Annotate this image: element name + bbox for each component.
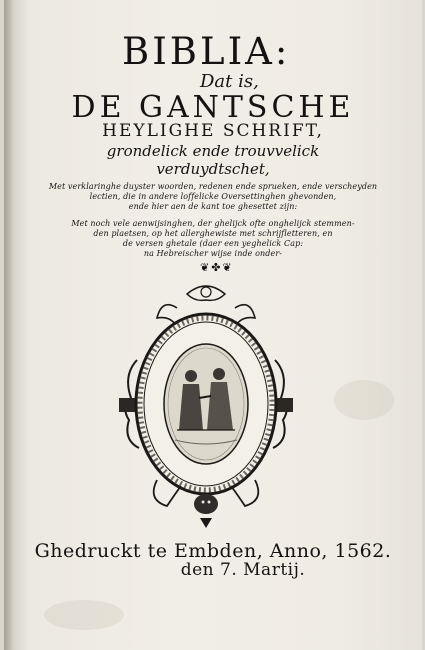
- description-line: de versen ghetale (daer een yeghelick Cap:: [122, 239, 304, 248]
- title-line-5: verduydtschet,: [156, 160, 270, 178]
- title-line-2: DE GANTSCHE: [71, 90, 355, 125]
- imprint-line: Ghedruckt te Embden, Anno, 1562.: [34, 540, 392, 562]
- title-line-3: HEYLIGHE SCHRIFT,: [102, 121, 324, 141]
- description-line: na Hebreischer wijse inde onder-: [143, 249, 283, 258]
- title-sub: Dat is,: [200, 71, 259, 92]
- description-line: Met verklaringhe duyster woorden, redenen ende sprueken, ende verscheyden: [48, 182, 378, 191]
- fleuron-ornament: ❦✤❦: [200, 261, 234, 274]
- paper-stain: [44, 600, 124, 630]
- title-page: [4, 0, 422, 650]
- imprint-date: den 7. Martij.: [180, 560, 306, 580]
- paper-stain: [334, 380, 394, 420]
- description-line: den plaetsen, op het allerghewiste met schrijfletteren, en: [93, 229, 333, 238]
- description-line: Met noch vele aenwijsinghen, der ghelijck ofte onghelijck stemmen-: [71, 219, 355, 228]
- description-line: lectien, die in andere loffelicke Oversettinghen ghevonden,: [89, 192, 337, 201]
- title-main: BIBLIA:: [122, 30, 291, 73]
- description-line: ende hier aen de kant toe ghesettet zijn:: [128, 202, 298, 211]
- printers-device-emblem: [117, 280, 295, 530]
- title-line-4: grondelick ende trouvvelick: [106, 142, 320, 160]
